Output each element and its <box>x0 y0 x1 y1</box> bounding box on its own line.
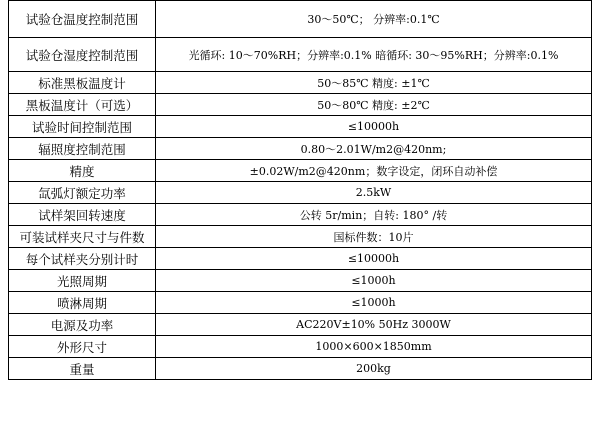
table-row <box>9 336 592 358</box>
row-label: 氙弧灯额定功率 <box>9 182 156 204</box>
row-label: 精度 <box>9 160 156 182</box>
row-value: ≤10000h <box>156 116 592 138</box>
row-value: 0.80～2.01W/m2@420nm; <box>156 138 592 160</box>
table-row <box>9 292 592 314</box>
table-row <box>9 116 592 138</box>
spec-table <box>8 0 592 380</box>
row-label: 光照周期 <box>9 270 156 292</box>
row-label: 重量 <box>9 358 156 380</box>
row-value: ≤1000h <box>156 292 592 314</box>
row-value: ≤10000h <box>156 248 592 270</box>
table-row <box>9 138 592 160</box>
row-label: 可装试样夹尺寸与件数 <box>9 226 156 248</box>
row-label: 外形尺寸 <box>9 336 156 358</box>
row-label: 试验仓温度控制范围 <box>9 1 156 38</box>
row-value: 50～80℃ 精度: ±2℃ <box>156 94 592 116</box>
table-row <box>9 314 592 336</box>
row-value: 50～85℃ 精度: ±1℃ <box>156 72 592 94</box>
table-row <box>9 38 592 72</box>
row-label: 电源及功率 <box>9 314 156 336</box>
row-value: 1000×600×1850mm <box>156 336 592 358</box>
row-value: 200kg <box>156 358 592 380</box>
table-row <box>9 1 592 38</box>
table-row <box>9 270 592 292</box>
row-value: 2.5kW <box>156 182 592 204</box>
table-row <box>9 204 592 226</box>
row-label: 辐照度控制范围 <box>9 138 156 160</box>
table-row <box>9 182 592 204</box>
row-label: 黑板温度计（可选） <box>9 94 156 116</box>
row-label: 试样架回转速度 <box>9 204 156 226</box>
row-value: 国标件数：10片 <box>156 226 592 248</box>
row-label: 每个试样夹分别计时 <box>9 248 156 270</box>
row-value: ±0.02W/m2@420nm；数字设定，闭环自动补偿 <box>156 160 592 182</box>
row-label: 喷淋周期 <box>9 292 156 314</box>
row-label: 试验仓湿度控制范围 <box>9 38 156 72</box>
row-value: AC220V±10% 50Hz 3000W <box>156 314 592 336</box>
table-row <box>9 72 592 94</box>
table-row <box>9 248 592 270</box>
table-row <box>9 160 592 182</box>
row-label: 试验时间控制范围 <box>9 116 156 138</box>
row-label: 标准黑板温度计 <box>9 72 156 94</box>
row-value: 光循环: 10～70%RH；分辨率:0.1% 暗循环: 30～95%RH；分辨率:0.1% <box>156 38 592 72</box>
table-row <box>9 94 592 116</box>
row-value: ≤1000h <box>156 270 592 292</box>
row-value: 30～50℃； 分辨率:0.1℃ <box>156 1 592 38</box>
table-row <box>9 358 592 380</box>
table-row <box>9 226 592 248</box>
row-value: 公转 5r/min；自转: 180° /转 <box>156 204 592 226</box>
